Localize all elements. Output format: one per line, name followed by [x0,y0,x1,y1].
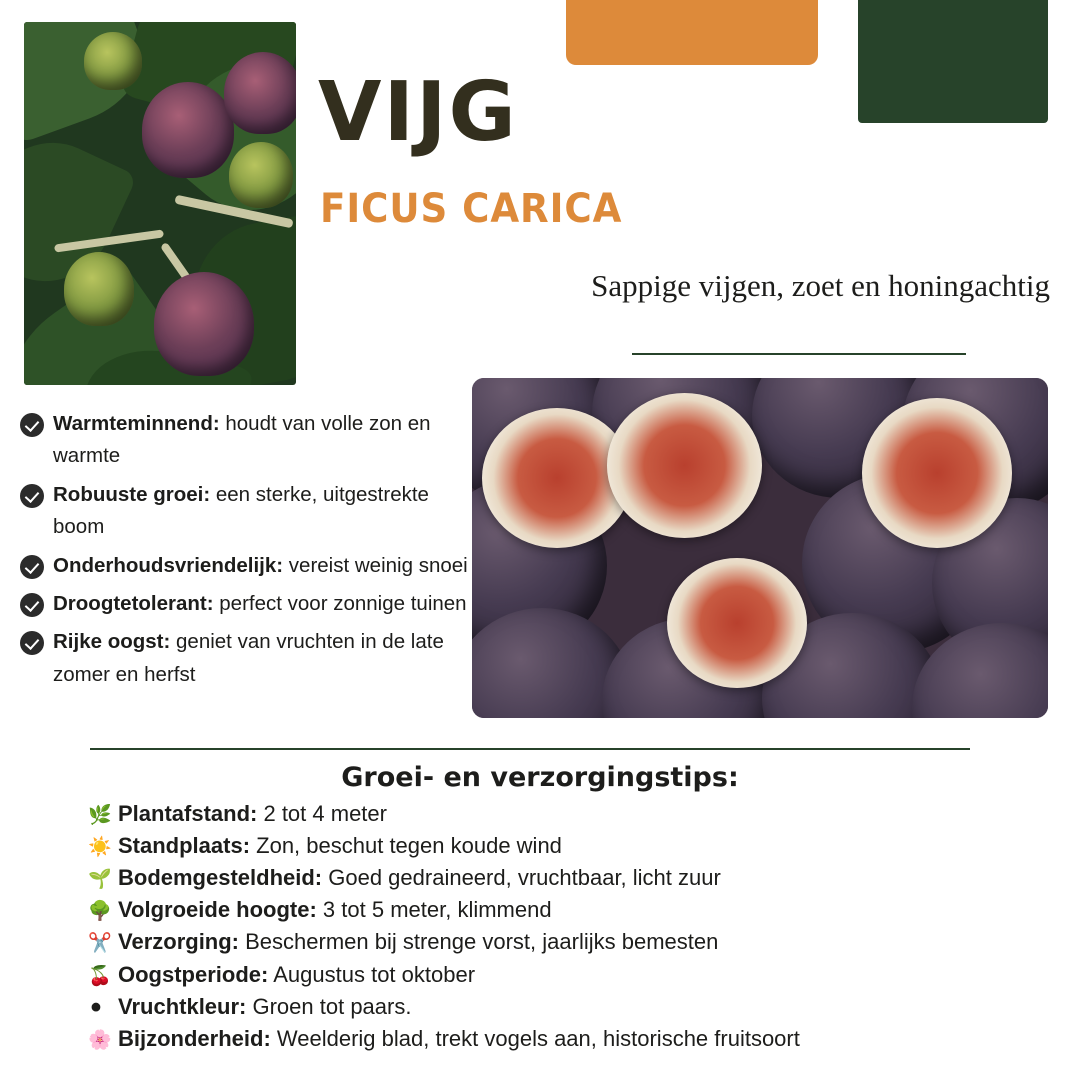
seedling-icon: 🌱 [88,868,112,891]
tip-value: Weelderig blad, trekt vogels aan, historische fruitsoort [270,1025,800,1051]
feature-label: Droogtetolerant: [53,591,214,615]
list-item [88,798,998,830]
scissors-icon: ✂️ [88,932,112,955]
check-circle-icon [20,555,44,579]
tagline: Sappige vijgen, zoet en honingachtig [591,268,1050,303]
tip-value: 2 tot 4 meter [257,801,387,826]
list-item [88,959,998,991]
feature-text [53,626,468,691]
tip-label: Verzorging: [118,929,240,955]
feature-list [20,408,468,697]
blossom-icon: 🌸 [88,1028,112,1051]
feature-value: een sterke, uitgestrekte boom [53,482,429,539]
tip-text [118,798,387,830]
list-item [20,550,468,582]
tip-text [118,894,552,926]
sliced-figs-photo [472,378,1048,718]
check-circle-icon [20,593,44,617]
tips-list [88,798,998,1055]
divider-long [90,748,970,750]
tip-label: Bodemgesteldheid: [118,865,323,891]
tip-value: Zon, beschut tegen koude wind [250,833,562,859]
tip-label: Bijzonderheid: [118,1025,271,1051]
list-item [88,926,998,958]
tip-text [118,1023,800,1055]
feature-text [53,479,468,544]
decorative-block-green [858,0,1048,123]
tip-text [118,991,411,1023]
herb-icon: 🌿 [88,804,112,826]
check-circle-icon [20,484,44,508]
tip-value: 3 tot 5 meter, klimmend [316,897,552,923]
feature-value: geniet van vruchten in de late zomer en herfst [53,630,444,686]
cherries-icon: 🍒 [88,964,112,987]
list-item [20,408,468,473]
tip-value: Goed gedraineerd, vruchtbaar, licht zuur [322,865,721,891]
tip-text [118,959,475,991]
tip-label: Plantafstand: [118,801,258,826]
feature-text [53,588,467,620]
feature-label: Warmteminnend: [53,412,220,435]
list-item [20,588,468,620]
decorative-block-orange [566,0,818,65]
list-item [88,991,998,1023]
list-item [20,479,468,544]
tips-heading: Groei- en verzorgingstips: [341,762,739,793]
tip-label: Vruchtkleur: [118,993,247,1019]
list-item [88,830,998,862]
fig-tree-photo [24,22,296,385]
divider-short [632,353,966,355]
list-item [88,1023,998,1055]
feature-label: Onderhoudsvriendelijk: [53,553,284,577]
feature-value: perfect voor zonnige tuinen [213,591,467,615]
tree-icon: 🌳 [88,900,112,923]
tip-value: Augustus tot oktober [268,961,476,987]
list-item [20,626,468,691]
feature-value: houdt van volle zon en warmte [53,412,431,468]
tip-label: Standplaats: [118,833,251,859]
list-item [88,894,998,926]
latin-name: FICUS CARICA [320,186,623,232]
tip-text [118,830,562,862]
feature-value: vereist weinig snoei [283,553,468,577]
list-item [88,862,998,894]
feature-text [53,408,468,473]
sun-icon: ☀️ [88,836,112,859]
check-circle-icon [20,413,44,437]
black-circle-icon: ⚫ [88,996,104,1019]
tip-label: Oogstperiode: [118,961,269,987]
feature-text [53,550,468,582]
feature-label: Rijke oogst: [53,630,171,654]
feature-label: Robuuste groei: [53,482,211,506]
page-title: VIJG [318,65,518,160]
tip-label: Volgroeide hoogte: [118,897,317,923]
tip-value: Beschermen bij strenge vorst, jaarlijks bemesten [239,929,719,955]
tip-text [118,926,718,958]
tip-text [118,862,721,894]
check-circle-icon [20,631,44,655]
tip-value: Groen tot paars. [246,993,412,1019]
